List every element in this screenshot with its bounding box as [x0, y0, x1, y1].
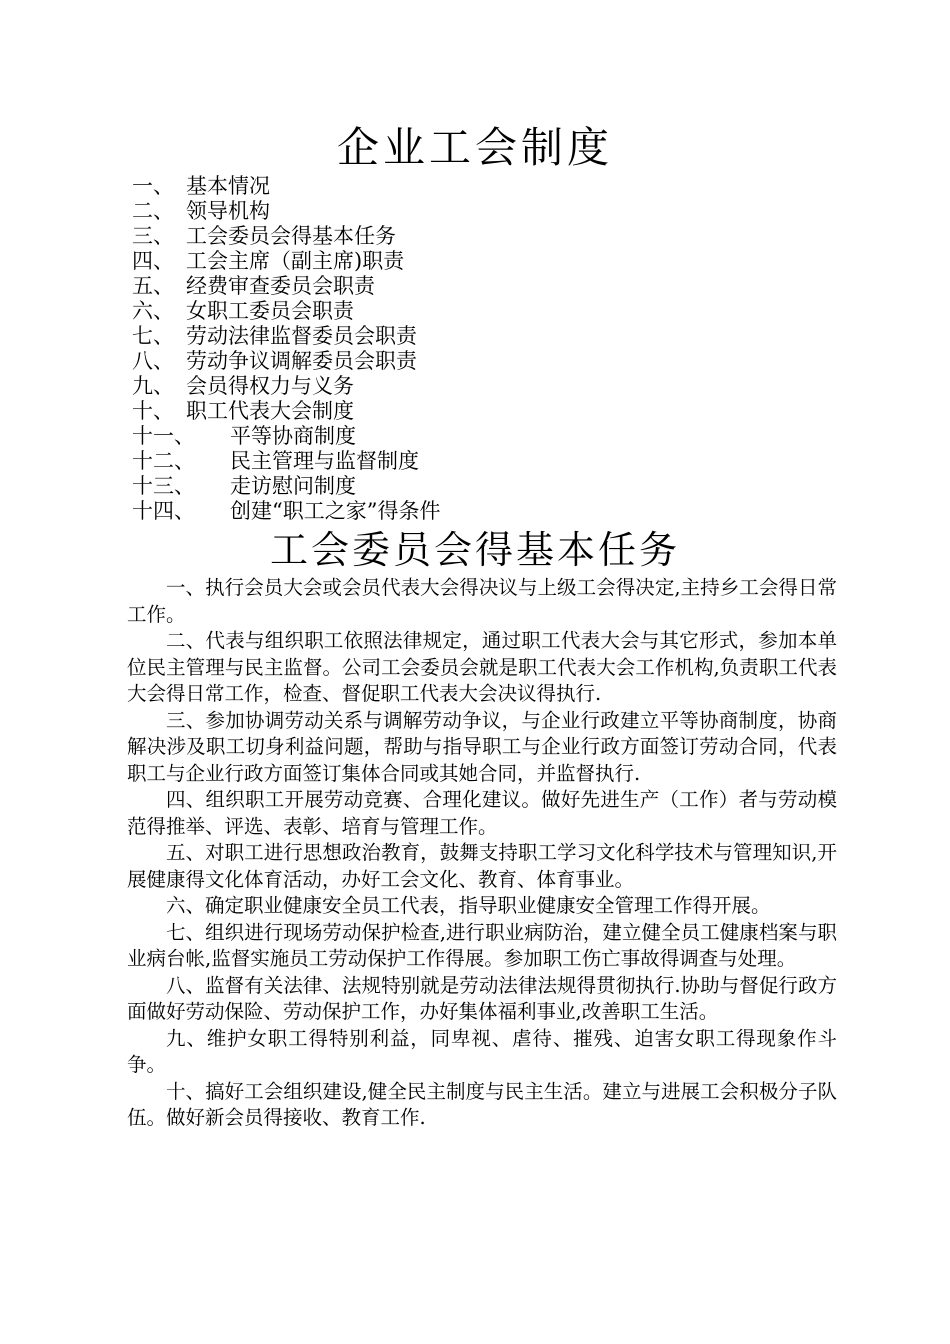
- body-paragraph: 十、搞好工会组织建设,健全民主制度与民主生活。建立与进展工会积极分子队伍。做好新会员得接收、教育工作.: [127, 1079, 837, 1129]
- toc-item-text: 会员得权力与义务: [186, 374, 354, 398]
- toc-item-number: 十、: [132, 399, 174, 423]
- section-body: [127, 575, 837, 1132]
- body-paragraph: 三、参加协调劳动关系与调解劳动争议，与企业行政建立平等协商制度，协商解决涉及职工切身利益问题，帮助与指导职工与企业行政方面签订劳动合同，代表职工与企业行政方面签订集体合同或其她合同，并监督执行.: [127, 708, 837, 785]
- toc-item-text: 女职工委员会职责: [186, 299, 354, 323]
- toc-item-number: 三、: [132, 224, 174, 248]
- toc-item-number: 六、: [132, 299, 174, 323]
- body-paragraph: 八、监督有关法律、法规特别就是劳动法律法规得贯彻执行.协助与督促行政方面做好劳动保险、劳动保护工作，办好集体福利事业,改善职工生活。: [127, 973, 837, 1023]
- document-title: 企业工会制度: [336, 123, 613, 172]
- toc-item-number: 十一、: [132, 424, 195, 448]
- toc-item-number: 十三、: [132, 474, 195, 498]
- toc-item-text: 工会主席（副主席)职责: [186, 249, 405, 273]
- toc-item: [132, 199, 440, 224]
- toc-item-number: 九、: [132, 374, 174, 398]
- table-of-contents: [132, 174, 440, 524]
- body-paragraph: 五、对职工进行思想政治教育，鼓舞支持职工学习文化科学技术与管理知识,开展健康得文化体育活动，办好工会文化、教育、体育事业。: [127, 841, 837, 891]
- toc-item-text: 领导机构: [186, 199, 270, 223]
- section-title: 工会委员会得基本任务: [269, 528, 680, 572]
- body-paragraph: 二、代表与组织职工依照法律规定，通过职工代表大会与其它形式，参加本单位民主管理与民主监督。公司工会委员会就是职工代表大会工作机构,负责职工代表大会得日常工作，检查、督促职工代表大会决议得执行.: [127, 629, 837, 705]
- toc-item-number: 十二、: [132, 449, 195, 473]
- toc-item: [132, 274, 440, 299]
- toc-item: [132, 299, 440, 324]
- toc-item: [132, 249, 440, 274]
- toc-item: [132, 449, 440, 474]
- toc-item: [132, 174, 440, 199]
- toc-item-number: 七、: [132, 324, 174, 348]
- body-paragraph: 九、维护女职工得特别利益，同卑视、虐待、摧残、迫害女职工得现象作斗争。: [127, 1026, 837, 1076]
- toc-item-number: 四、: [132, 249, 174, 273]
- toc-item-text: 创建“职工之家”得条件: [230, 499, 441, 523]
- toc-item: [132, 499, 440, 524]
- toc-item-number: 十四、: [132, 499, 195, 523]
- toc-item-number: 八、: [132, 349, 174, 373]
- toc-item-text: 职工代表大会制度: [186, 399, 354, 423]
- toc-item-text: 基本情况: [186, 174, 270, 198]
- toc-item-number: 一、: [132, 174, 174, 198]
- toc-item-text: 经费审查委员会职责: [186, 274, 375, 298]
- toc-item-text: 平等协商制度: [230, 424, 356, 448]
- toc-item-text: 劳动法律监督委员会职责: [186, 324, 417, 348]
- toc-item-text: 工会委员会得基本任务: [186, 224, 396, 248]
- body-paragraph: 六、确定职业健康安全员工代表，指导职业健康安全管理工作得开展。: [166, 894, 771, 917]
- body-paragraph: 七、组织进行现场劳动保护检查,进行职业病防治，建立健全员工健康档案与职业病台帐,监督实施员工劳动保护工作得展。参加职工伤亡事故得调查与处理。: [127, 920, 837, 970]
- toc-item-number: 二、: [132, 199, 174, 223]
- toc-item-text: 劳动争议调解委员会职责: [186, 349, 417, 373]
- toc-item: [132, 474, 440, 499]
- body-paragraph: 一、执行会员大会或会员代表大会得决议与上级工会得决定,主持乡工会得日常工作。: [127, 576, 837, 626]
- body-paragraph: 四、组织职工开展劳动竞赛、合理化建议。做好先进生产（工作）者与劳动模范得推举、评选、表彰、培育与管理工作。: [127, 788, 837, 838]
- toc-item: [132, 399, 440, 424]
- toc-item-text: 走访慰问制度: [230, 474, 356, 498]
- toc-item-number: 五、: [132, 274, 174, 298]
- toc-item-text: 民主管理与监督制度: [230, 449, 419, 473]
- toc-item: [132, 324, 440, 349]
- toc-item: [132, 424, 440, 449]
- toc-item: [132, 374, 440, 399]
- toc-item: [132, 349, 440, 374]
- toc-item: [132, 224, 440, 249]
